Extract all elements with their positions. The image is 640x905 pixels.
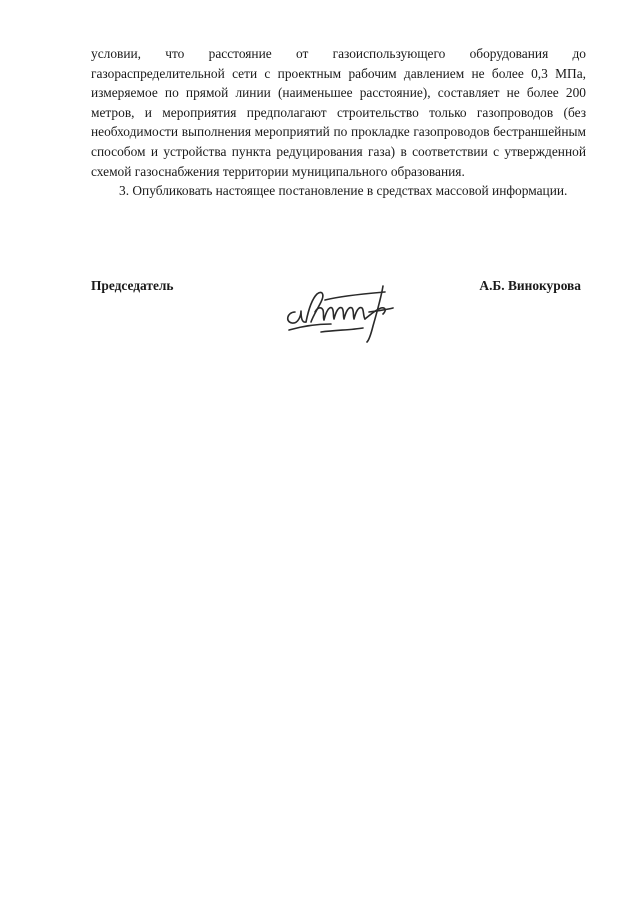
- signatory-name: А.Б. Винокурова: [479, 278, 581, 293]
- handwritten-signature-icon: [281, 278, 406, 344]
- signature-block: [91, 276, 586, 346]
- document-body: [91, 44, 586, 201]
- signatory-role: Председатель: [91, 278, 174, 293]
- paragraph-item-3: 3. Опубликовать настоящее постановление в средствах массовой информации.: [119, 183, 568, 199]
- paragraph-continuation: условии, что расстояние от газоиспользующего оборудования до газораспределительной сети с проектным рабочим давлением не более 0,3 МПа, измеряемое по прямой линии (наименьшее расстояние), составляет не более 200 метров, и мероприятия предполагают строительство только газопроводов (без необходимости выполнения мероприятий по прокладке газопроводов бестраншейным способом и устройства пункта редуцирования газа) в соответствии с утвержденной схемой газоснабжения территории муниципального образования.: [91, 46, 586, 179]
